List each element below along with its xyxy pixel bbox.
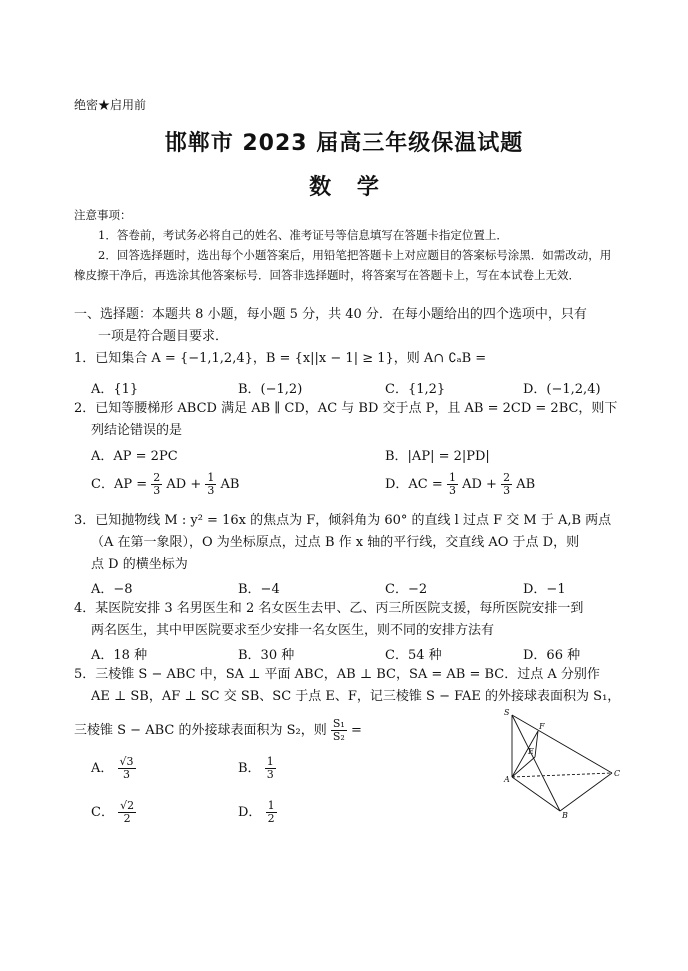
q5-c-prefix: C． [91,805,114,820]
question-4-stem-2: 两名医生，其中甲医院要求至少安排一名女医生，则不同的安排方法有 [91,623,495,638]
exam-title: 邯郸市 2023 届高三年级保温试题 [164,131,524,156]
question-5-stem-3 [74,718,362,743]
question-4 [74,598,622,642]
question-1 [74,348,622,370]
question-5 [74,664,622,708]
frac-den: S₂ [332,730,345,743]
q2-d-mid: AD + [462,477,497,492]
q3-option-c: C．−2 [385,582,428,597]
notes-item-2: 2．回答选择题时，选出每个小题答案后，用铅笔把答题卡上对应题目的答案标号涂黑．如需改动，用橡皮擦干净后，再选涂其他答案标号．回答非选择题时，将答案写在答题卡上，写在本试卷上无效． [74,248,612,282]
q1-option-a: A．{1} [91,382,139,397]
q3-option-d: D．−1 [523,582,566,597]
edge-ac [512,773,612,777]
q4-option-a: A．18 种 [91,648,148,663]
frac-num: 1 [267,799,275,812]
question-2 [74,398,622,442]
edge-bc [560,773,612,811]
frac-num: 1 [207,471,215,484]
label-f: F [539,722,545,731]
question-5-stem-2: AE ⊥ SB，AF ⊥ SC 交 SB、SC 于点 E、F，记三棱锥 S − FAE 的外接球表面积为 S₁， [91,689,621,704]
frac-den: 3 [448,484,456,497]
q2-option-c [91,472,239,497]
section-line-1: 一、选择题：本题共 8 小题，每小题 5 分，共 40 分．在每小题给出的四个选项中，只有 [74,307,587,322]
question-4-stem-1: 4．某医院安排 3 名男医生和 2 名女医生去甲、乙、丙三所医院支援，每所医院安排一到 [74,601,584,616]
q2-c-mid: AD + [166,477,202,492]
question-3-stem-1: 3．已知抛物线 M : y² = 16x 的焦点为 F，倾斜角为 60° 的直线 l 过点 F 交 M 于 A,B 两点 [74,513,612,528]
q4-option-b: B．30 种 [238,648,295,663]
q5-stem3-post: = [350,723,362,738]
frac-den: 3 [207,484,215,497]
q2-d-post: AB [516,477,536,492]
frac-num: √2 [120,799,135,812]
notes-item-1: 1．答卷前，考试务必将自己的姓名、准考证号等信息填写在答题卡指定位置上． [98,228,508,242]
q5-option-c [91,800,136,825]
section-line-2: 一项是符合题目要求． [98,329,229,344]
q2-d-prefix: D．AC = [385,477,443,492]
question-3-stem-2: （A 在第一象限），O 为坐标原点，过点 B 作 x 轴的平行线，交直线 AO 于点 D，则 [91,535,580,550]
frac-den: 3 [153,484,161,497]
frac-den: 3 [266,768,274,781]
q4-option-c: C．54 种 [385,648,442,663]
frac-num: √3 [119,755,134,768]
segment-af [512,731,538,777]
question-3 [74,510,622,576]
q5-option-b [238,756,276,781]
segment-ae [512,757,535,777]
q2-option-d [385,472,535,497]
frac-num: 1 [266,755,274,768]
q5-option-a [91,756,136,781]
edge-ab [512,777,560,811]
q5-option-d [238,800,277,825]
q5-b-prefix: B． [238,761,261,776]
question-1-stem: 1．已知集合 A = {−1,1,2,4}，B = {x||x − 1| ≥ 1}，则 A∩ ∁ₐB = [74,351,487,366]
label-e: E [528,747,534,756]
frac-den: 2 [267,812,275,825]
q2-c-frac-2 [205,472,216,497]
q2-c-post: AB [220,477,240,492]
q2-d-frac-2 [501,472,512,497]
q1-option-b: B．(−1,2) [238,382,303,397]
notes-block [74,205,614,285]
q5-stem3-prefix: 三棱锥 S − ABC 的外接球表面积为 S₂，则 [74,723,327,738]
question-5-stem-1: 5．三棱锥 S − ABC 中，SA ⊥ 平面 ABC，AB ⊥ BC，SA = AB = BC．过点 A 分别作 [74,667,600,682]
q5-d-prefix: D． [238,805,262,820]
q5-b-frac [265,756,276,781]
notes-heading: 注意事项： [74,208,132,222]
q4-option-d: D．66 种 [523,648,581,663]
frac-num: 2 [153,471,161,484]
q5-a-frac [118,756,136,781]
section-heading [74,304,619,348]
q2-c-frac-1 [151,472,162,497]
q3-option-a: A．−8 [91,582,133,597]
subject-title: 数 学 [309,175,379,200]
q2-option-b: B．|AP| = 2|PD| [385,449,490,464]
frac-num: 1 [448,471,456,484]
frac-den: 2 [123,812,131,825]
confidential-label: 绝密★启用前 [74,98,147,112]
label-b: B [562,811,568,819]
q1-option-c: C．{1,2} [385,382,446,397]
label-s: S [504,708,510,717]
q5-ratio-frac [331,718,347,743]
pyramid-figure [502,707,622,819]
question-2-stem-2: 列结论错误的是 [91,423,183,438]
question-2-stem-1: 2．已知等腰梯形 ABCD 满足 AB ∥ CD，AC 与 BD 交于点 P，且 AB = 2CD = 2BC，则下 [74,401,618,416]
q5-d-frac [266,800,277,825]
question-3-stem-3: 点 D 的横坐标为 [91,557,188,572]
q3-option-b: B．−4 [238,582,280,597]
frac-num: S₁ [332,717,345,730]
q1-option-d: D．(−1,2,4) [523,382,601,397]
label-c: C [614,769,621,778]
q2-option-a: A．AP = 2PC [91,449,178,464]
q2-c-prefix: C．AP = [91,477,148,492]
frac-den: 3 [123,768,131,781]
q2-d-frac-1 [447,472,458,497]
frac-num: 2 [503,471,511,484]
q5-c-frac [118,800,136,825]
frac-den: 3 [503,484,511,497]
q5-a-prefix: A． [91,761,114,776]
label-a: A [504,775,510,784]
